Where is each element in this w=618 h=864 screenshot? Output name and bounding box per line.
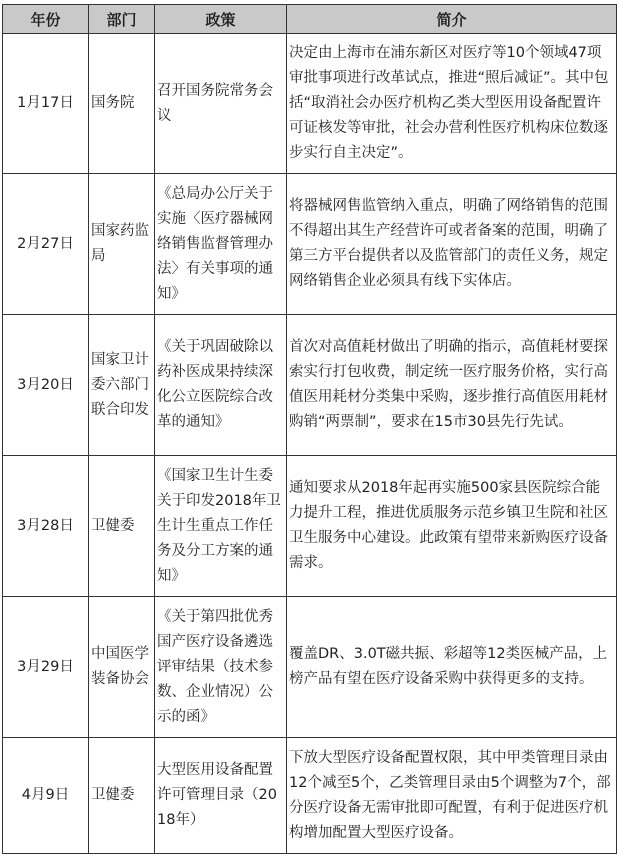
table-row [3,34,617,174]
header-department: 部门 [89,5,155,34]
header-year: 年份 [3,5,89,34]
row-summary: 通知要求从2018年起再实施500家县医院综合能力提升工程，推进优质服务示范乡镇卫生院和社区卫生服务中心建设。此政策有望带来新购医疗设备需求。 [287,456,617,597]
row-policy: 《总局办公厅关于实施〈医疗器械网络销售监督管理办法〉有关事项的通知》 [155,174,287,315]
policy-table [2,4,617,854]
header-summary: 简介 [287,5,617,34]
table-row [3,174,617,315]
row-summary: 覆盖DR、3.0T磁共振、彩超等12类医械产品，上榜产品有望在医疗设备采购中获得更多的支持。 [287,597,617,738]
row-summary: 决定由上海市在浦东新区对医疗等10个领域47项审批事项进行改革试点，推进“照后减证”。其中包括“取消社会办医疗机构乙类大型医用设备配置许可证核发等审批，社会办营利性医疗机构床位数逐步实行自主决定”。 [287,34,617,174]
row-department: 国家卫计委六部门联合印发 [89,315,155,456]
row-department: 卫健委 [89,456,155,597]
row-summary: 将器械网售监管纳入重点，明确了网络销售的范围不得超出其生产经营许可或者备案的范围，明确了第三方平台提供者以及监管部门的责任义务，规定网络销售企业必须具有线下实体店。 [287,174,617,315]
row-date: 1月17日 [3,34,89,174]
row-policy: 《国家卫生计生委关于印发2018年卫生计生重点工作任务及分工方案的通知》 [155,456,287,597]
row-date: 3月29日 [3,597,89,738]
row-department: 卫健委 [89,738,155,854]
row-policy: 大型医用设备配置许可管理目录（2018年） [155,738,287,854]
header-policy: 政策 [155,5,287,34]
row-policy: 《关于巩固破除以药补医成果持续深化公立医院综合改革的通知》 [155,315,287,456]
table-row [3,315,617,456]
table-row [3,456,617,597]
table-row [3,738,617,854]
row-policy: 召开国务院常务会议 [155,34,287,174]
row-summary: 下放大型医疗设备配置权限，其中甲类管理目录由12个减至5个，乙类管理目录由5个调整为7个，部分医疗设备无需审批即可配置，有利于促进医疗机构增加配置大型医疗设备。 [287,738,617,854]
row-department: 国务院 [89,34,155,174]
row-department: 国家药监局 [89,174,155,315]
row-department: 中国医学装备协会 [89,597,155,738]
row-date: 2月27日 [3,174,89,315]
table-header-row [3,5,617,34]
table-row [3,597,617,738]
row-date: 3月28日 [3,456,89,597]
row-policy: 《关于第四批优秀国产医疗设备遴选评审结果（技术参数、企业情况）公示的函》 [155,597,287,738]
row-date: 3月20日 [3,315,89,456]
row-date: 4月9日 [3,738,89,854]
row-summary: 首次对高值耗材做出了明确的指示，高值耗材要探索实行打包收费，制定统一医疗服务价格，实行高值医用耗材分类集中采购，逐步推行高值医用耗材购销“两票制”，要求在15市30县先行先试。 [287,315,617,456]
